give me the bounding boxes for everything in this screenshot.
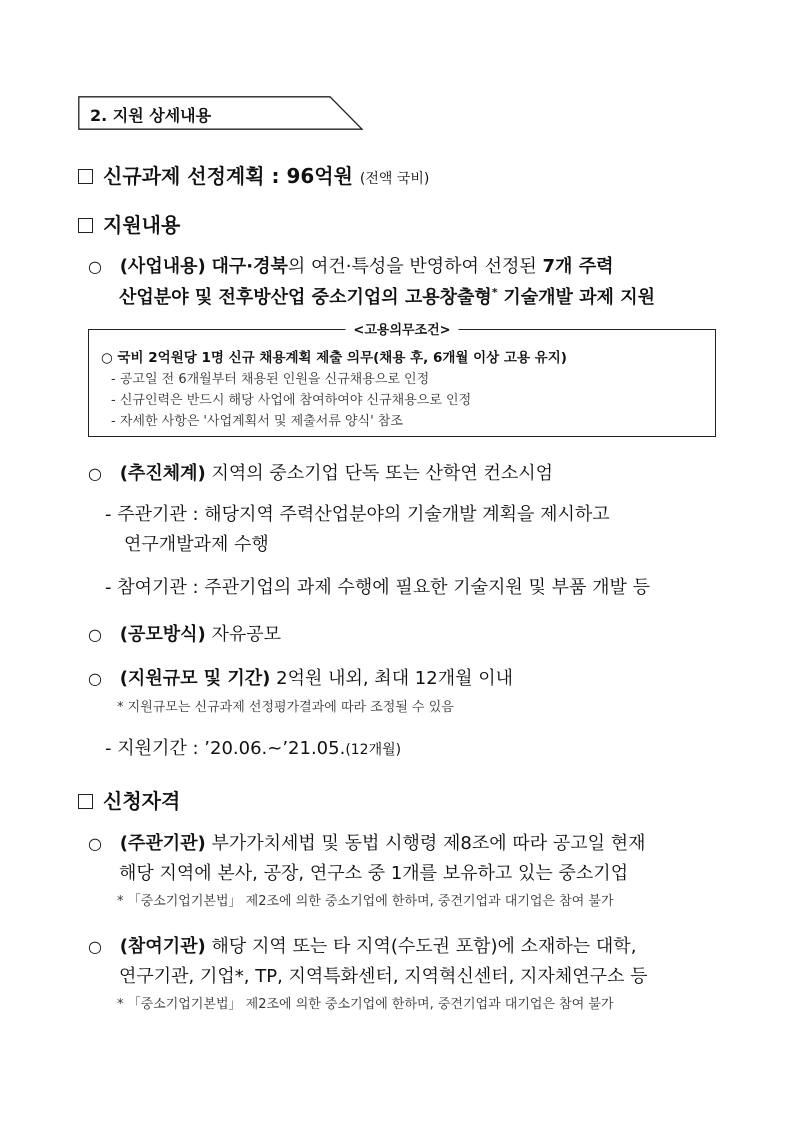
- partner-text: 해당 지역 또는 타 지역(수도권 포함)에 소재하는 대학,: [211, 936, 637, 957]
- lead-label: (주관기관): [119, 833, 206, 854]
- requirement-main: ○ 국비 2억원당 1명 신규 채용계획 제출 의무(채용 후, 6개월 이상 고용 유지): [101, 350, 567, 366]
- business-bold: 7개 주력: [542, 256, 614, 277]
- period-text: - 지원기간 : ’20.06.~’21.05.: [105, 738, 346, 759]
- lead-note: * 「중소기업기본법」 제2조에 의한 중소기업에 한하며, 중견기업과 대기업은 참여 불가: [117, 894, 614, 909]
- business-text: 의 여건·특성을 반영하여 선정된: [287, 256, 537, 277]
- method-label: (공모방식): [119, 624, 206, 645]
- requirement-box: [88, 323, 716, 437]
- requirement-item: - 자세한 사항은 '사업계획서 및 제출서류 양식' 참조: [111, 414, 403, 429]
- eligibility-heading-row: [78, 785, 180, 814]
- support-heading-row: [78, 209, 180, 238]
- partner-line-1: [88, 932, 636, 958]
- checkbox-square-icon: [78, 218, 93, 233]
- structure-partner: - 참여기관 : 주관기업의 과제 수행에 필요한 기술지원 및 부품 개발 등: [105, 577, 650, 598]
- method-line: [88, 620, 281, 646]
- requirement-item: - 신규인력은 반드시 해당 사업에 참여하여야 신규채용으로 인정: [111, 393, 472, 408]
- requirement-title: <고용의무조건>: [345, 319, 458, 338]
- business-line-1: [88, 252, 613, 278]
- method-text: 자유공모: [211, 624, 282, 645]
- scale-note: * 지원규모는 신규과제 선정평가결과에 따라 조정될 수 있음: [117, 700, 454, 715]
- period-months: (12개월): [345, 742, 402, 758]
- lead-text: 부가가치세법 및 동법 시행령 제8조에 따라 공고일 현재: [211, 833, 646, 854]
- scale-label: (지원규모 및 기간): [119, 668, 271, 689]
- plan-label: 신규과제 선정계획 : 96억원: [103, 164, 353, 188]
- business-region: 대구·경북: [211, 256, 288, 277]
- structure-lead-line2: 연구개발과제 수행: [124, 534, 269, 555]
- structure-line: [88, 459, 553, 485]
- structure-label: (추진체계): [119, 463, 206, 484]
- section-tab-label: 2. 지원 상세내용: [90, 106, 212, 125]
- bullet-circle-icon: ○: [88, 937, 102, 956]
- bullet-circle-icon: ○: [88, 669, 102, 688]
- support-heading: 지원내용: [103, 213, 181, 237]
- scale-line: [88, 664, 513, 690]
- bullet-circle-icon: ○: [88, 625, 102, 644]
- plan-row: [78, 160, 429, 189]
- asterisk-mark: *: [491, 286, 498, 299]
- business-label: (사업내용): [119, 256, 206, 277]
- business-line2-rest: 기술개발 과제 지원: [503, 287, 655, 308]
- structure-lead-line1: - 주관기관 : 해당지역 주력산업분야의 기술개발 계획을 제시하고: [105, 504, 610, 525]
- business-line2-bold: 산업분야 및 전후방산업 중소기업의 고용창출형: [119, 287, 492, 308]
- period-line: [105, 734, 401, 760]
- lead-line-1: [88, 829, 646, 855]
- eligibility-heading: 신청자격: [103, 789, 181, 813]
- bullet-circle-icon: ○: [88, 464, 102, 483]
- section-tab: [78, 96, 363, 130]
- business-line-2: [119, 283, 655, 309]
- lead-line-2: 해당 지역에 본사, 공장, 연구소 중 1개를 보유하고 있는 중소기업: [119, 863, 629, 884]
- bullet-circle-icon: ○: [88, 257, 102, 276]
- requirement-item: - 공고일 전 6개월부터 채용된 인원을 신규채용으로 인정: [111, 372, 430, 387]
- scale-text: 2억원 내외, 최대 12개월 이내: [276, 668, 513, 689]
- structure-text: 지역의 중소기업 단독 또는 산학연 컨소시엄: [211, 463, 554, 484]
- checkbox-square-icon: [78, 169, 93, 184]
- bullet-circle-icon: ○: [88, 834, 102, 853]
- partner-note: * 「중소기업기본법」 제2조에 의한 중소기업에 한하며, 중견기업과 대기업은 참여 불가: [117, 997, 614, 1012]
- partner-line-2: 연구기관, 기업*, TP, 지역특화센터, 지역혁신센터, 지자체연구소 등: [119, 966, 648, 987]
- checkbox-square-icon: [78, 794, 93, 809]
- plan-note: (전액 국비): [359, 171, 430, 187]
- partner-label: (참여기관): [119, 936, 206, 957]
